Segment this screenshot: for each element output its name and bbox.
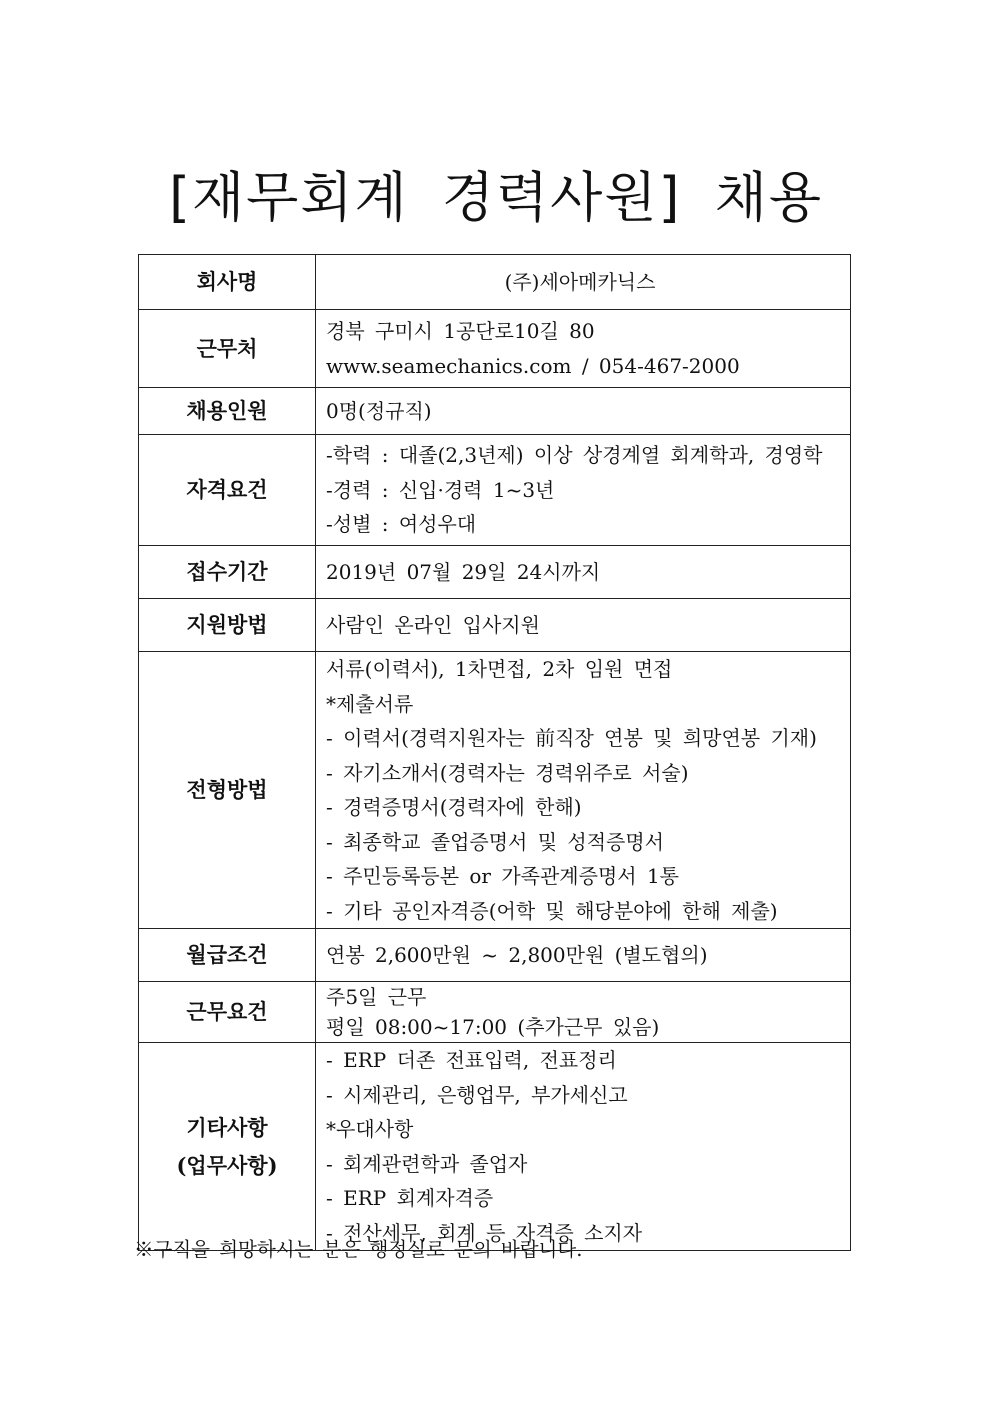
row-value [316,982,851,1043]
recruitment-table [138,254,851,1251]
row-value [316,255,851,310]
row-label: 자격요건 [139,435,316,546]
row-label: 근무요건 [139,982,316,1043]
value-line: 연봉 2,600만원 ~ 2,800만원 (별도협의) [326,942,708,967]
table-row-company [139,255,851,310]
value-line: -경력 : 신입·경력 1~3년 [326,477,555,502]
table-row-selection-process [139,652,851,929]
value-line: - 자기소개서(경력자는 경력위주로 서술) [326,760,689,785]
value-line: *제출서류 [326,691,414,716]
row-label: 근무처 [139,310,316,388]
value-line: 평일 08:00~17:00 (추가근무 있음) [326,1015,660,1039]
value-line: - 전산세무, 회계 등 자격증 소지자 [326,1220,643,1245]
value-line: -학력 : 대졸(2,3년제) 이상 상경계열 회계학과, 경영학 [326,443,823,468]
value-line: (주)세아메카닉스 [504,269,656,294]
value-line: 사람인 온라인 입사지원 [326,612,540,637]
row-label-line: 기타사항 [186,1114,268,1140]
value-line: 경북 구미시 1공단로10길 80 [326,319,595,343]
value-line: 0명(정규직) [326,398,432,423]
table-row-qualifications [139,435,851,546]
row-label: 지원방법 [139,599,316,652]
table-row-other-details [139,1043,851,1251]
row-label: 채용인원 [139,388,316,435]
row-label: 회사명 [139,255,316,310]
row-label: 전형방법 [139,652,316,929]
value-line: 주5일 근무 [326,985,427,1009]
value-line: - 주민등록등본 or 가족관계증명서 1통 [326,864,679,888]
value-line: - 기타 공인자격증(어학 및 해당분야에 한해 제출) [326,898,778,923]
row-value [316,388,851,435]
row-value [316,599,851,652]
row-label [139,1043,316,1251]
table-row-application-method [139,599,851,652]
row-value [316,310,851,388]
row-value [316,929,851,982]
row-label-line: (업무사항) [176,1152,278,1178]
value-line: - ERP 회계자격증 [326,1186,494,1210]
table-row-salary [139,929,851,982]
page-title: [재무회계 경력사원] 채용 [168,166,824,229]
value-line: - 회계관련학과 졸업자 [326,1151,528,1176]
value-line: *우대사항 [326,1117,414,1141]
table-row-work-conditions [139,982,851,1043]
row-value [316,435,851,546]
row-value [316,652,851,929]
footer-note: ※구직을 희망하시는 분은 행정실로 문의 바랍니다. [134,1238,583,1261]
value-line: - 이력서(경력지원자는 前직장 연봉 및 희망연봉 기재) [326,726,817,750]
value-line: 서류(이력서), 1차면접, 2차 임원 면접 [326,657,673,681]
row-label: 접수기간 [139,546,316,599]
row-label: 월급조건 [139,929,316,982]
table-row-application-period [139,546,851,599]
value-line: - 시제관리, 은행업무, 부가세신고 [326,1082,628,1107]
table-row-workplace [139,310,851,388]
value-line: - 경력증명서(경력자에 한해) [326,795,582,819]
value-line: 2019년 07월 29일 24시까지 [326,559,601,584]
value-line: - 최종학교 졸업증명서 및 성적증명서 [326,829,664,854]
value-line: - ERP 더존 전표입력, 전표정리 [326,1048,617,1072]
row-value [316,546,851,599]
value-line: -성별 : 여성우대 [326,512,477,537]
value-line: www.seamechanics.com / 054-467-2000 [326,353,740,378]
row-value [316,1043,851,1251]
table-row-headcount [139,388,851,435]
